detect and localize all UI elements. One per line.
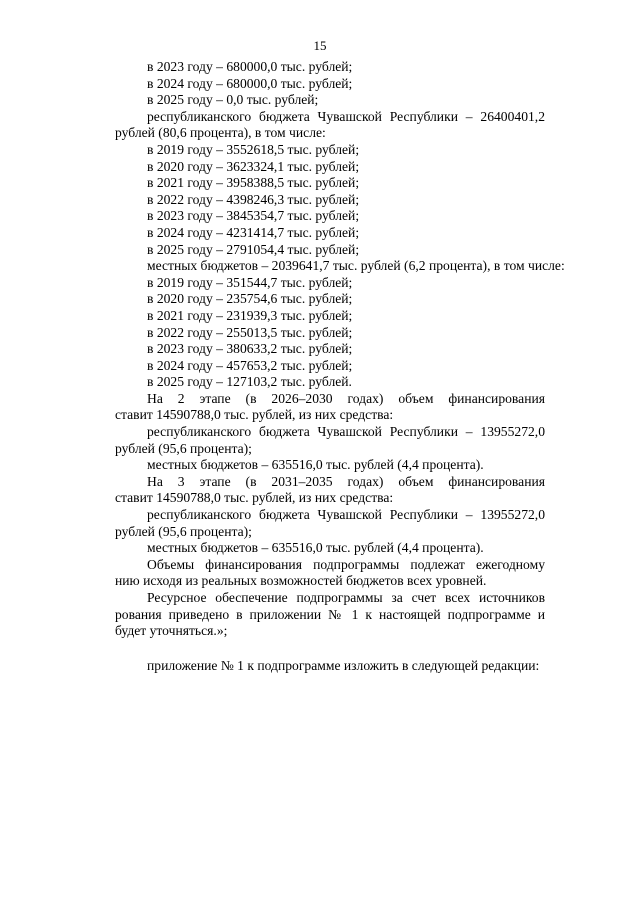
- text-line: На 2 этапе (в 2026–2030 годах) объем финансирования: [147, 390, 545, 406]
- text-line: ставит 14590788,0 тыс. рублей, из них средства:: [115, 407, 394, 423]
- text-line: в 2023 году – 380633,2 тыс. рублей;: [147, 341, 353, 357]
- text-line: будет уточняться.»;: [115, 623, 228, 639]
- text-line: республиканского бюджета Чувашской Республики – 13955272,0: [147, 424, 545, 440]
- text-line: в 2019 году – 351544,7 тыс. рублей;: [147, 274, 353, 290]
- page-number: 15: [313, 38, 327, 53]
- text-line: местных бюджетов – 2039641,7 тыс. рублей (6,2 процента), в том числе:: [147, 258, 565, 274]
- text-line: в 2022 году – 255013,5 тыс. рублей;: [147, 324, 353, 340]
- text-line: местных бюджетов – 635516,0 тыс. рублей (4,4 процента).: [147, 540, 484, 556]
- text-line: республиканского бюджета Чувашской Республики – 13955272,0: [147, 507, 545, 523]
- text-line: в 2019 году – 3552618,5 тыс. рублей;: [147, 141, 360, 157]
- text-line: в 2022 году – 4398246,3 тыс. рублей;: [147, 191, 360, 207]
- text-line: в 2020 году – 3623324,1 тыс. рублей;: [147, 158, 360, 174]
- text-line: в 2021 году – 3958388,5 тыс. рублей;: [147, 175, 360, 191]
- text-line: в 2021 году – 231939,3 тыс. рублей;: [147, 307, 353, 323]
- text-line: местных бюджетов – 635516,0 тыс. рублей (4,4 процента).: [147, 457, 484, 473]
- text-line: в 2024 году – 4231414,7 тыс. рублей;: [147, 224, 360, 240]
- text-line: На 3 этапе (в 2031–2035 годах) объем финансирования: [147, 473, 545, 489]
- text-line: Ресурсное обеспечение подпрограммы за счет всех источников: [147, 590, 545, 605]
- final-instruction-line: приложение № 1 к подпрограмме изложить в следующей редакции:: [147, 657, 540, 673]
- text-line: в 2025 году – 2791054,4 тыс. рублей;: [147, 241, 360, 257]
- text-line: в 2023 году – 3845354,7 тыс. рублей;: [147, 208, 360, 224]
- text-line: рублей (95,6 процента);: [115, 523, 252, 539]
- text-line: в 2024 году – 680000,0 тыс. рублей;: [147, 75, 353, 91]
- document-body: [115, 59, 565, 674]
- text-line: в 2025 году – 0,0 тыс. рублей;: [147, 92, 319, 108]
- text-line: в 2025 году – 127103,2 тыс. рублей.: [147, 374, 352, 390]
- text-line: рования приведено в приложении № 1 к настоящей подпрограмме и: [115, 606, 545, 622]
- text-line: в 2023 году – 680000,0 тыс. рублей;: [147, 59, 353, 74]
- text-line: в 2024 году – 457653,2 тыс. рублей;: [147, 357, 353, 373]
- text-line: республиканского бюджета Чувашской Республики – 26400401,2: [147, 108, 545, 124]
- text-line: в 2020 году – 235754,6 тыс. рублей;: [147, 291, 353, 307]
- text-line: ставит 14590788,0 тыс. рублей, из них средства:: [115, 490, 394, 506]
- text-line: рублей (95,6 процента);: [115, 440, 252, 456]
- text-line: нию исходя из реальных возможностей бюджетов всех уровней.: [115, 573, 487, 589]
- text-line: Объемы финансирования подпрограммы подлежат ежегодному: [147, 556, 545, 572]
- paragraph-gap: [115, 640, 545, 658]
- text-line: рублей (80,6 процента), в том числе:: [115, 125, 326, 141]
